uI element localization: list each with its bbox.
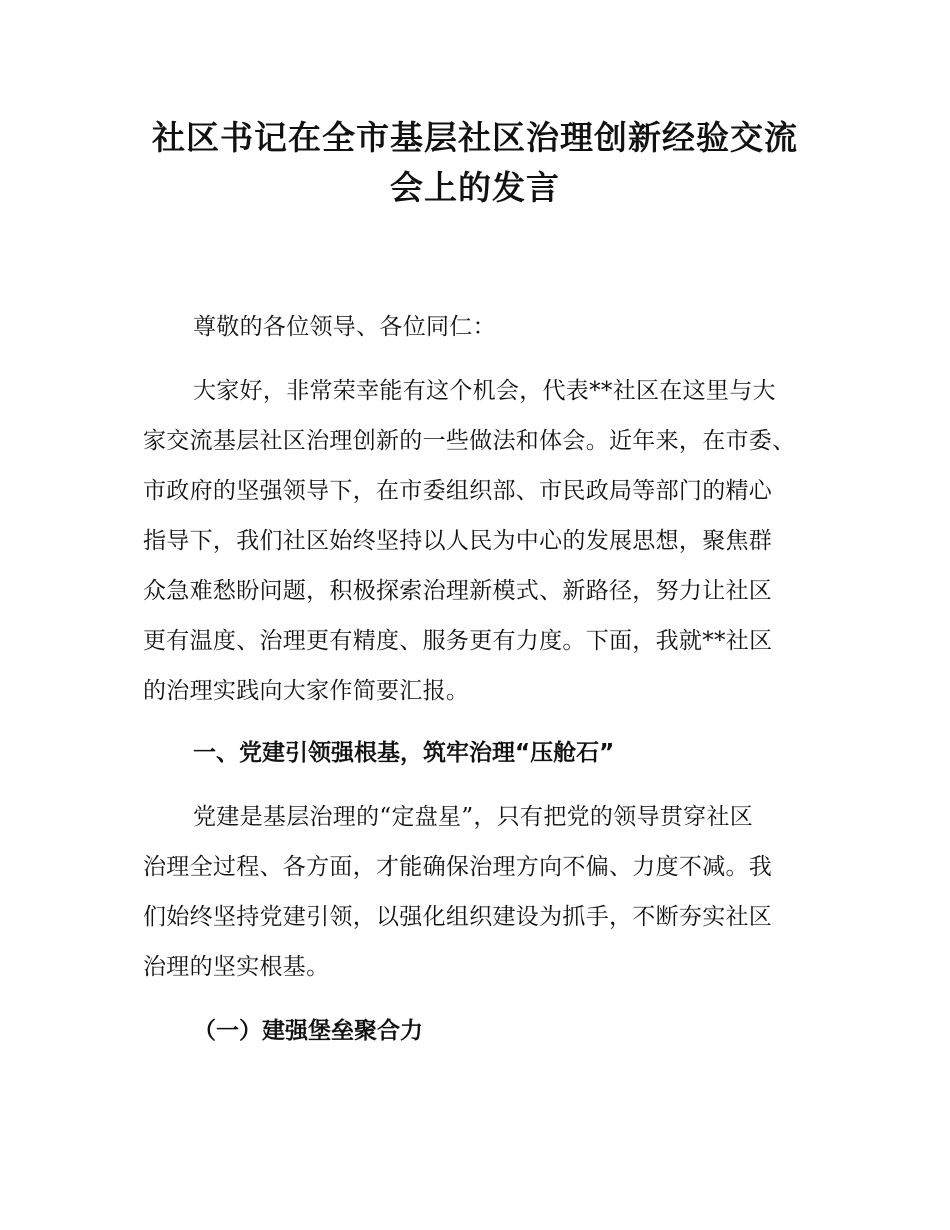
paragraph-line: 大家好，非常荣幸能有这个机会，代表**社区在这里与大 <box>193 378 776 404</box>
paragraph-line: 指导下，我们社区始终坚持以人民为中心的发展思想，聚焦群 <box>143 528 773 554</box>
paragraph-line: 众急难愁盼问题，积极探索治理新模式、新路径，努力让社区 <box>143 578 773 604</box>
salutation-paragraph <box>143 302 833 352</box>
paragraph-line: 家交流基层社区治理创新的一些做法和体会。近年来，在市委、 <box>143 428 796 454</box>
intro-paragraph <box>143 366 833 716</box>
salutation: 尊敬的各位领导、各位同仁： <box>193 314 496 340</box>
section-heading-1: 一、党建引领强根基，筑牢治理“压舱石” <box>193 740 615 766</box>
paragraph-line: 治理的坚实根基。 <box>143 954 330 980</box>
subsection-heading-1: （一）建强堡垒聚合力 <box>193 1018 423 1044</box>
section1-paragraph <box>143 792 833 992</box>
paragraph-line: 党建是基层治理的“定盘星”，只有把党的领导贯穿社区 <box>193 804 754 830</box>
paragraph-line: 们始终坚持党建引领，以强化组织建设为抓手，不断夯实社区 <box>143 904 773 930</box>
title-line-1: 社区书记在全市基层社区治理创新经验交流 <box>152 118 798 157</box>
document-title <box>120 113 830 213</box>
paragraph-line: 更有温度、治理更有精度、服务更有力度。下面，我就**社区 <box>143 628 773 654</box>
paragraph-line: 治理全过程、各方面，才能确保治理方向不偏、力度不减。我 <box>143 854 773 880</box>
paragraph-line: 的治理实践向大家作简要汇报。 <box>143 678 470 704</box>
title-line-2: 会上的发言 <box>390 168 560 207</box>
paragraph-line: 市政府的坚强领导下，在市委组织部、市民政局等部门的精心 <box>143 478 773 504</box>
